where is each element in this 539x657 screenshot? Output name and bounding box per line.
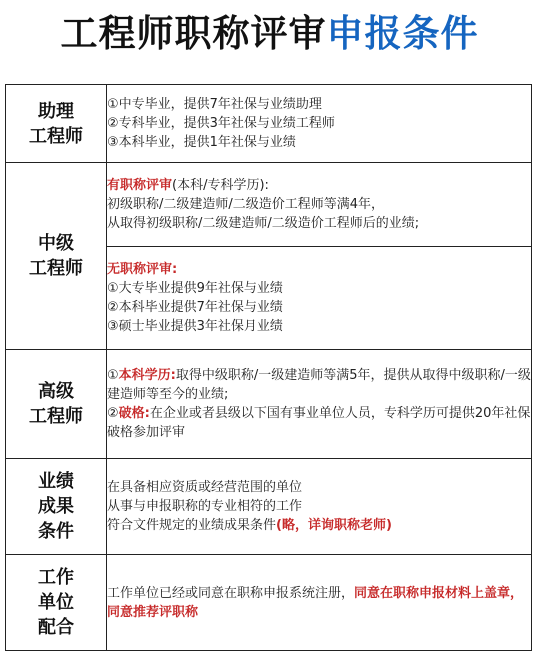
head-line: 工程师 bbox=[29, 258, 83, 279]
head-line: 配合 bbox=[38, 617, 74, 638]
head-line: 工作 bbox=[38, 567, 74, 588]
with-title-label: 有职称评审 bbox=[107, 178, 173, 193]
row-performance bbox=[6, 459, 532, 555]
list-item: ③本科毕业，提供1年社保与业绩 bbox=[107, 135, 296, 150]
page-title bbox=[0, 4, 539, 64]
employer-plain: 工作单位已经或同意在职称申报系统注册， bbox=[107, 585, 355, 601]
cell-senior bbox=[107, 350, 532, 459]
head-intermediate bbox=[6, 163, 107, 350]
row-senior bbox=[6, 350, 532, 459]
senior-item-2-label: 破格: bbox=[118, 406, 150, 421]
head-senior bbox=[6, 350, 107, 459]
head-line: 成果 bbox=[38, 496, 74, 517]
head-assistant bbox=[6, 85, 107, 163]
head-line: 助理 bbox=[38, 100, 74, 122]
list-item: ①大专毕业提供9年社保与业绩 bbox=[107, 281, 283, 296]
list-item: 从事与申报职称的专业相符的工作 bbox=[107, 499, 303, 514]
senior-item-1 bbox=[107, 366, 531, 404]
with-title-label-rest: (本科/专科学历): bbox=[172, 178, 269, 193]
head-line: 业绩 bbox=[38, 471, 74, 492]
list-item: ②专科毕业，提供3年社保与业绩工程师 bbox=[107, 116, 335, 131]
list-item: ③硕士毕业提供3年社保月业绩 bbox=[107, 319, 283, 334]
title-blue: 申报条件 bbox=[326, 12, 479, 55]
requirements-table bbox=[5, 84, 532, 651]
list-item: ②本科毕业提供7年社保与业绩 bbox=[107, 300, 283, 315]
head-line: 单位 bbox=[38, 592, 74, 613]
senior-item-1-num: ① bbox=[107, 368, 119, 383]
title-black: 工程师职称评审 bbox=[60, 12, 327, 55]
cell-performance bbox=[107, 459, 532, 555]
row-assistant bbox=[6, 85, 532, 163]
cell-intermediate-with-title bbox=[107, 163, 532, 247]
head-line: 工程师 bbox=[29, 125, 83, 147]
head-employer bbox=[6, 555, 107, 651]
list-item: ①中专毕业，提供7年社保与业绩助理 bbox=[107, 97, 322, 112]
employer-red: 同意在职称申报材料上盖章，同意推荐评职称 bbox=[107, 585, 524, 620]
performance-last-plain: 符合文件规定的业绩成果条件 bbox=[107, 518, 277, 533]
list-item: 初级职称/二级建造师/二级造价工程师等满4年， bbox=[107, 197, 385, 212]
list-item: 从取得初级职称/二级建造师/二级造价工程师后的业绩; bbox=[107, 216, 420, 231]
row-employer bbox=[6, 555, 532, 651]
list-item bbox=[107, 516, 531, 535]
employer-text bbox=[107, 584, 531, 622]
cell-assistant bbox=[107, 85, 532, 163]
cell-employer bbox=[107, 555, 532, 651]
head-line: 条件 bbox=[38, 521, 74, 542]
list-item: 在具备相应资质或经营范围的单位 bbox=[107, 480, 303, 495]
cell-intermediate-without-title bbox=[107, 247, 532, 350]
senior-item-1-label: 本科学历: bbox=[118, 368, 176, 383]
head-performance bbox=[6, 459, 107, 555]
performance-last-red: (略，详询职称老师) bbox=[276, 518, 392, 533]
senior-item-1-text: 取得中级职称/一级建造师等满5年，提供从取得中级职称/一级建造师等至今的业绩; bbox=[107, 368, 531, 402]
with-title-heading bbox=[107, 176, 531, 195]
head-line: 工程师 bbox=[29, 406, 83, 427]
row-intermediate-a bbox=[6, 163, 532, 247]
without-title-label: 无职称评审: bbox=[107, 262, 178, 277]
senior-item-2-text: 在企业或者县级以下国有事业单位人员，专科学历可提供20年社保破格参加评审 bbox=[107, 406, 531, 440]
head-line: 中级 bbox=[38, 233, 74, 254]
senior-item-2 bbox=[107, 404, 531, 442]
head-line: 高级 bbox=[38, 381, 74, 402]
senior-item-2-num: ② bbox=[107, 406, 119, 421]
